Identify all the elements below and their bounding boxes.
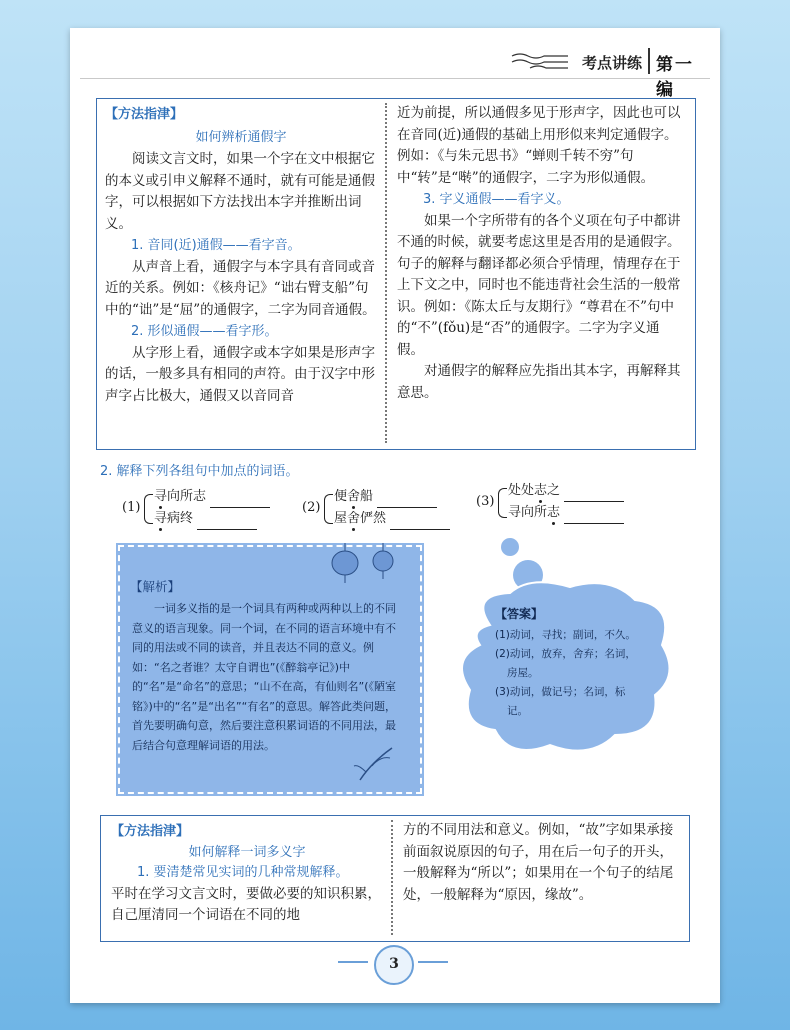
bamboo-icon [350, 742, 400, 782]
answer-line: 记。 [507, 705, 528, 717]
text: 俨然 [360, 511, 387, 526]
answer-line: (2)动词，放弃，舍弃；名词， [495, 648, 636, 660]
exercise-line [334, 508, 450, 530]
column-divider [385, 103, 387, 443]
paragraph-continued: 近为前提，所以通假多见于形声字，因此也可以在音同(近)通假的基础上用形似来判定通假字。例如：《与朱元思书》“蝉则千转不穷”句中“转”是“啭”的通假字，二字为形似通假。 [397, 105, 681, 186]
page-number-decoration [338, 961, 368, 963]
brace-icon [144, 494, 153, 524]
answer-line: (1)动词，寻找；副词，不久。 [495, 629, 636, 641]
text: 船 [360, 489, 374, 504]
exercise-line [154, 486, 270, 508]
answer-blank[interactable] [564, 523, 624, 524]
analysis-text: 一词多义指的是一个词具有两种或两种以上的不同意义的语言现象。同一个词，在不同的语言环境中有不同的用法或不同的读音，并且表达不同的意义。例如：“名之者谁？太守自谓也”(《醉翁亭记》)中的“名”是“命名”的意思；“山不在高，有仙则名”(《陋室铭》)中的“名”是“出名”“有名”的意思。解答此类问题，首先要明确句意，然后要注意积累词语的不同用法，最后结合句意理解词语的用法。 [132, 602, 396, 752]
text: 寻向所 [508, 505, 548, 520]
answer-block [495, 605, 655, 721]
group-number: (3) [476, 494, 495, 509]
method-tag: 【方法指津】 [105, 107, 184, 122]
analysis-panel [118, 545, 422, 794]
exercise-line [154, 508, 257, 530]
answer-line: (3)动词，做记号；名词，标 [495, 686, 626, 698]
answer-blank[interactable] [390, 529, 450, 530]
text: 处处 [508, 483, 535, 498]
dotted-word: 寻 [154, 489, 168, 504]
brace-icon [324, 494, 333, 524]
dotted-word: 志 [547, 505, 561, 520]
paragraph: 如果一个字所带有的各个义项在句子中都讲不通的时候，就要考虑这里是否用的是通假字。句子的解释与翻译都必须合乎情理，情理存在于上下文之中，同时也不能违背社会生活的一般常识。例如：《陈太丘与友期行》“尊君在不”句中的“不”(fǒu)是“否”的通假字。二字为字义通假。 [397, 212, 681, 358]
group-number: (2) [302, 500, 321, 515]
method-box-polysemy [100, 815, 690, 942]
exercise-title: 2. 解释下列各组句中加点的词语。 [100, 464, 299, 479]
method-tag: 【方法指津】 [111, 824, 190, 839]
paragraph: 从字形上看，通假字或本字如果是形声字的话，一般多具有相同的声符。由于汉字中形声字占比极大，通假又以音同音 [105, 344, 375, 404]
sub-heading: 3. 字义通假——看字义。 [423, 192, 570, 207]
text: 病终 [167, 511, 194, 526]
section-label: 考点讲练 [582, 54, 643, 72]
exercise-line [508, 480, 624, 502]
text: 屋 [334, 511, 348, 526]
answer-tag: 【答案】 [495, 607, 544, 621]
text: 之 [547, 483, 561, 498]
column-divider [391, 820, 393, 935]
sub-heading: 2. 形似通假——看字形。 [131, 324, 278, 339]
paragraph: 平时在学习文言文时，要做必要的知识积累，自己厘清同一个词语在不同的地 [111, 885, 381, 923]
page-header [70, 40, 710, 100]
exercise-line [334, 486, 437, 508]
chapter-label: 第一编 [656, 55, 694, 100]
exercise-line [508, 502, 624, 524]
sub-heading: 1. 要清楚常见实词的几种常规解释。 [137, 865, 349, 880]
text: 向所志 [167, 489, 207, 504]
page-number-decoration [418, 961, 448, 963]
answer-line: 房屋。 [507, 667, 539, 679]
lantern-icon [325, 543, 405, 583]
paragraph: 阅读文言文时，如果一个字在文中根据它的本义或引申义解释不通时，就有可能是通假字，可以根据如下方法找出本字并推断出词义。 [105, 151, 375, 232]
sub-heading: 1. 音同(近)通假——看字音。 [131, 238, 301, 253]
method-box-left-column [105, 103, 377, 407]
dotted-word: 舍 [347, 489, 361, 504]
brace-icon [498, 488, 507, 518]
method-box-right-column [403, 820, 681, 906]
method-box-right-column [397, 103, 683, 404]
wave-decoration-icon [510, 50, 570, 72]
paragraph-continued: 方的不同用法和意义。例如，“故”字如果承接前面叙说原因的句子，用在后一句子的开头，一般解释为“所以”；如果用在一个句子的结尾处，一般解释为“原因，缘故”。 [403, 822, 674, 903]
text: 便 [334, 489, 348, 504]
header-separator [648, 48, 650, 74]
dotted-word: 舍 [347, 511, 361, 526]
paragraph: 从声音上看，通假字与本字具有音同或音近的关系。例如：《核舟记》“诎右臂支船”句中的“诎”是“屈”的通假字，二字为同音通假。 [105, 258, 376, 318]
method-box-tongjia [96, 98, 696, 450]
method-box-left-column [111, 820, 383, 927]
dotted-word: 志 [534, 483, 548, 498]
header-rule [80, 78, 710, 79]
paragraph: 对通假字的解释应先指出其本字，再解释其意思。 [397, 363, 681, 401]
page-number: 3 [374, 945, 414, 985]
group-number: (1) [122, 500, 141, 515]
method-title: 如何辨析通假字 [195, 130, 287, 145]
answer-blank[interactable] [197, 529, 257, 530]
analysis-tag: 【解析】 [130, 579, 181, 594]
method-title: 如何解释一词多义字 [188, 845, 306, 860]
dotted-word: 寻 [154, 511, 168, 526]
